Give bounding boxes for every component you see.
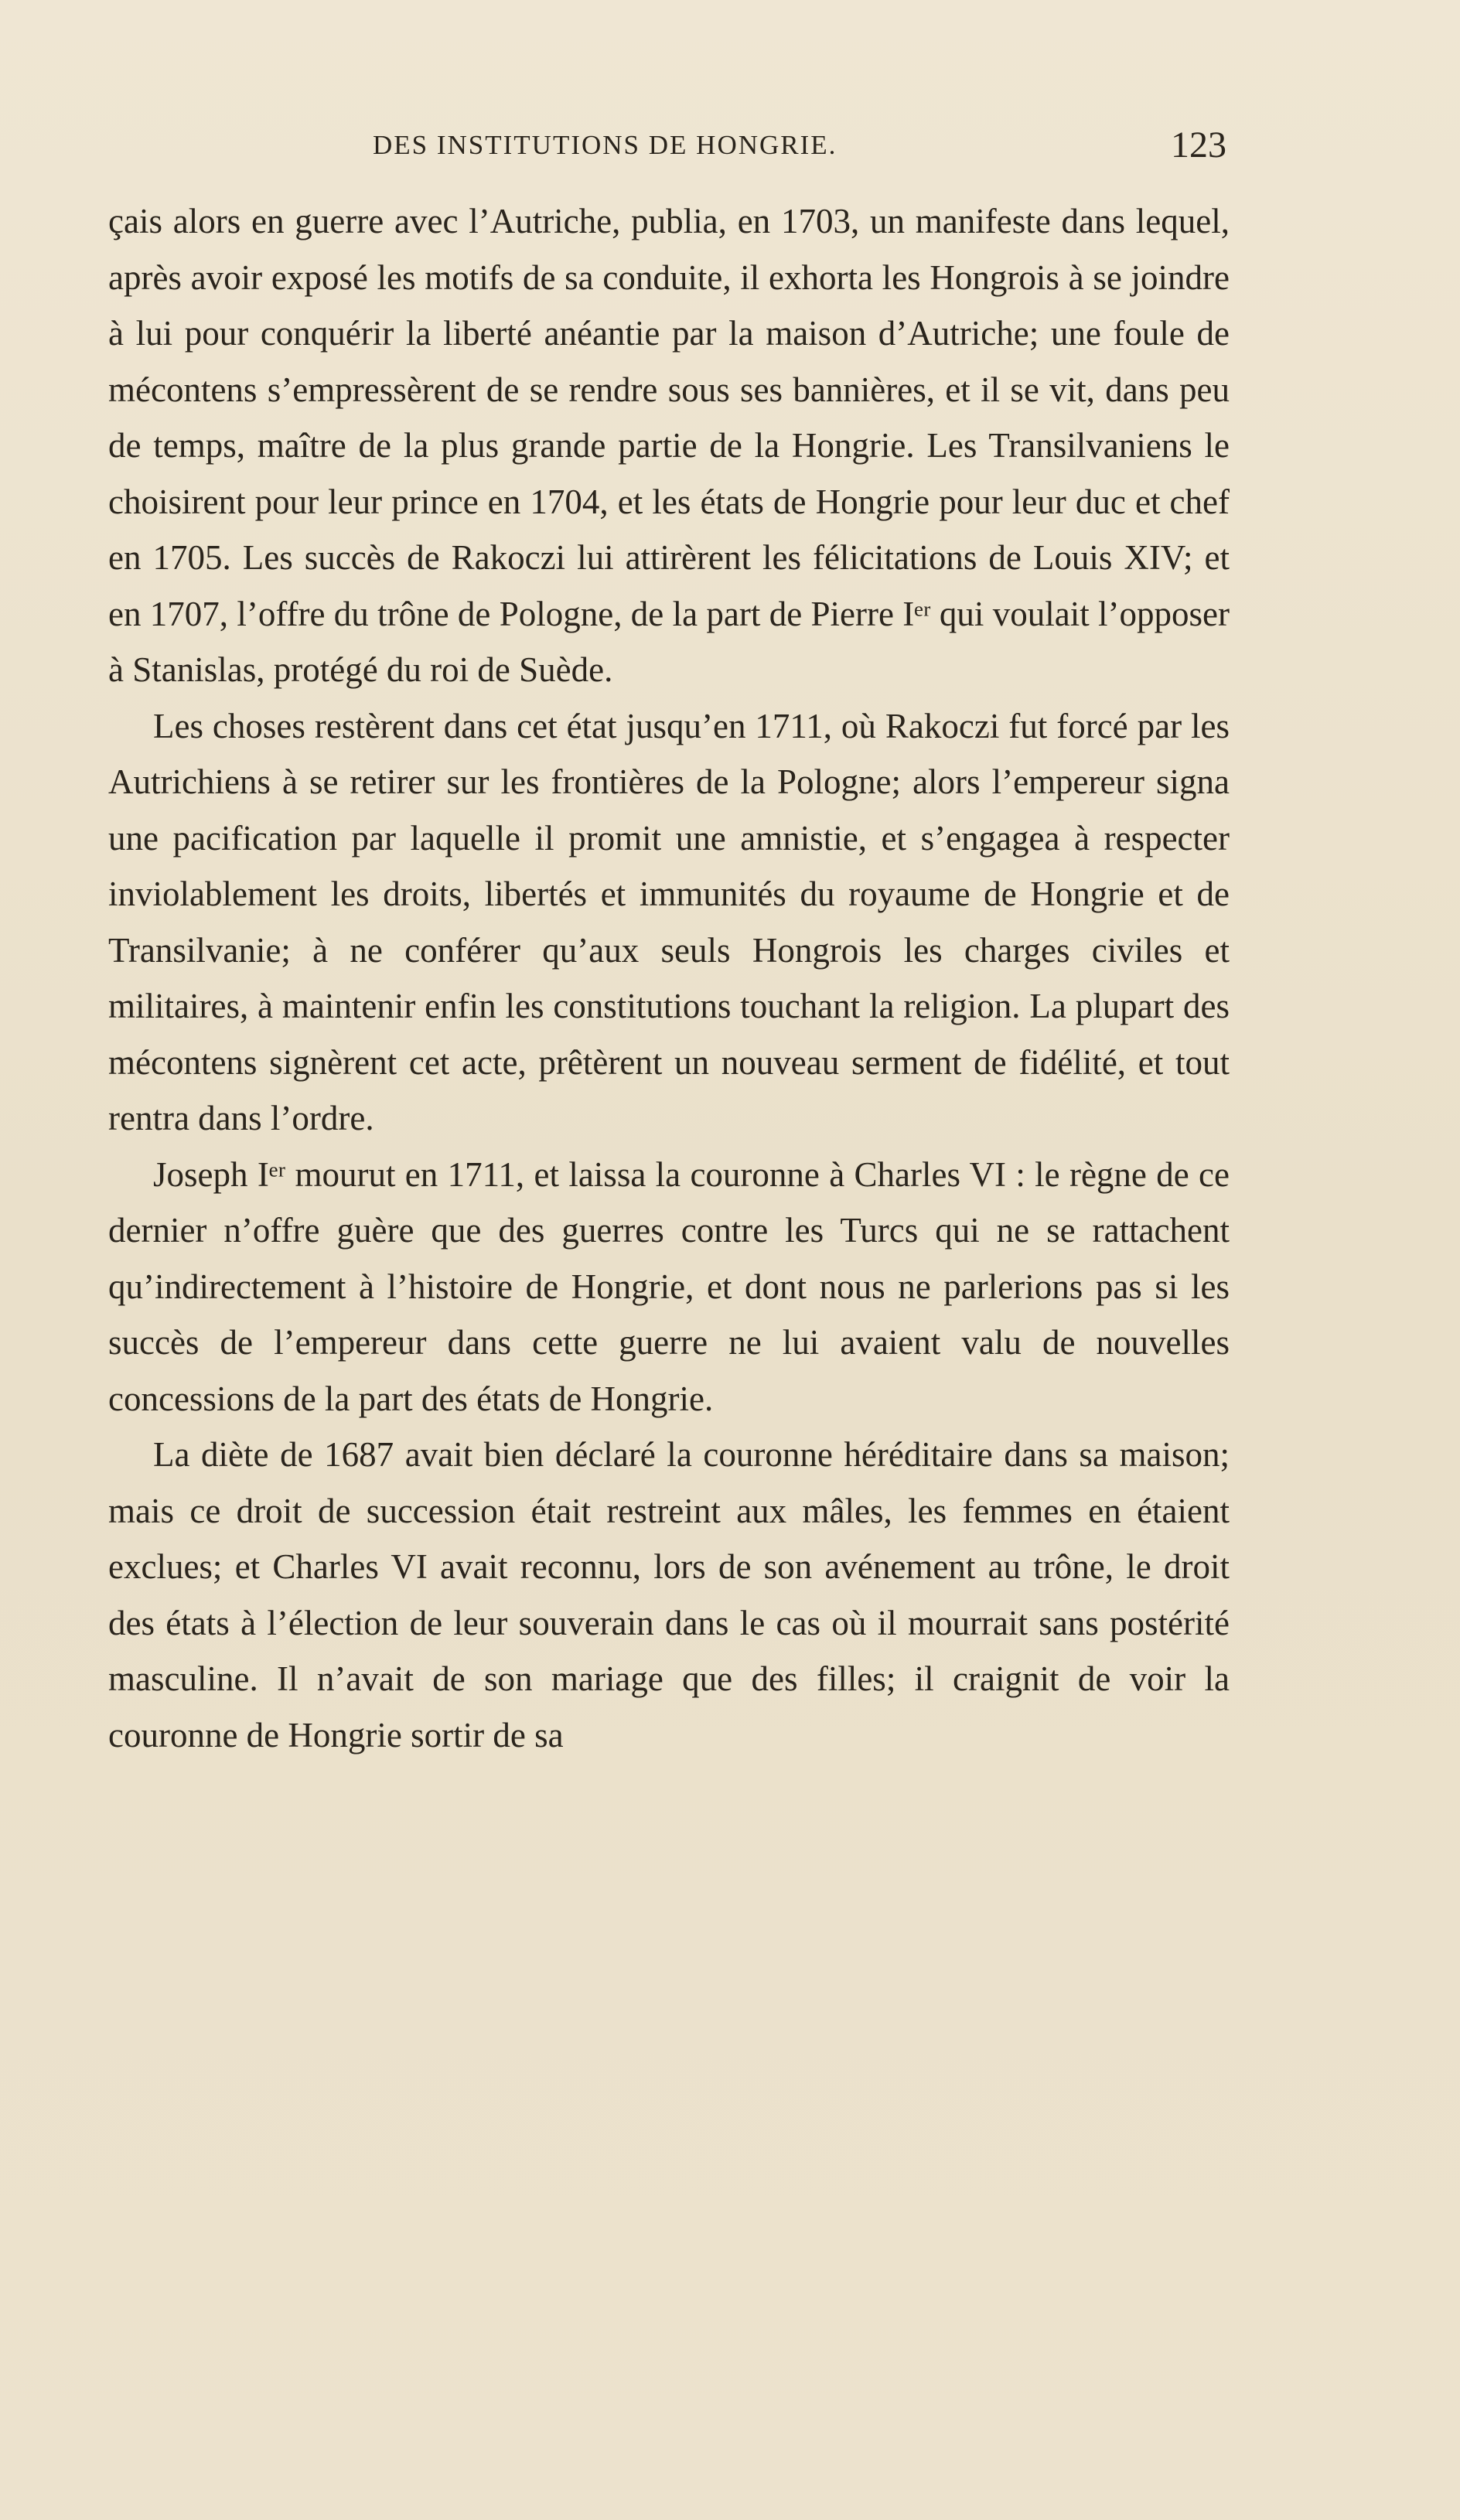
running-title: DES INSTITUTIONS DE HONGRIE. (373, 130, 837, 160)
paragraph: La diète de 1687 avait bien déclaré la couronne héréditaire dans sa maison; mais ce droit de succession était restreint aux mâles, les femmes en étaient exclues; et Charles VI avait reconnu, lors de son avénement au trône, le droit des états à l’élection de leur souverain dans le cas où il mourrait sans postérité masculine. Il n’avait de son mariage que des filles; il craignit de voir la couronne de Hongrie sortir de sa (108, 1435, 1230, 1754)
page-number: 123 (1171, 124, 1226, 165)
paragraph: Les choses restèrent dans cet état jusqu’en 1711, où Rakoczi fut forcé par les Autrichiens à se retirer sur les frontières de la Pologne; alors l’empereur signa une pacification par laquelle il promit une amnistie, et s’engagea à respecter inviolablement les droits, libertés et immunités du royaume de Hongrie et de Transilvanie; à ne conférer qu’aux seuls Hongrois les charges civiles et militaires, à maintenir enfin les constitutions touchant la religion. La plupart des mécontens signèrent cet acte, prêtèrent un nouveau serment de fidélité, et tout rentra dans l’ordre. (108, 706, 1230, 1137)
paragraph: çais alors en guerre avec l’Autriche, publia, en 1703, un manifeste dans lequel, après avoir exposé les motifs de sa conduite, il exhorta les Hongrois à se joindre à lui pour conquérir la liberté anéantie par la maison d’Autriche; une foule de mécontens s’empressèrent de se rendre sous ses bannières, et il se vit, dans peu de temps, maître de la plus grande partie de la Hongrie. Les Transilvaniens le choisirent pour leur prince en 1704, et les états de Hongrie pour leur duc et chef en 1705. Les succès de Rakoczi lui attirèrent les félicitations de Louis XIV; et en 1707, l’offre du trône de Pologne, de la part de Pierre Iᵉʳ qui voulait l’opposer à Stanislas, protégé du roi de Suède. (108, 202, 1230, 689)
body-text (108, 193, 1230, 1763)
paragraph: Joseph Iᵉʳ mourut en 1711, et laissa la couronne à Charles VI : le règne de ce dernier n’offre guère que des guerres contre les Turcs qui ne se rattachent qu’indirectement à l’histoire de Hongrie, et dont nous ne parlerions pas si les succès de l’empereur dans cette guerre ne lui avaient valu de nouvelles concessions de la part des états de Hongrie. (108, 1154, 1230, 1418)
page-header (102, 124, 1226, 176)
